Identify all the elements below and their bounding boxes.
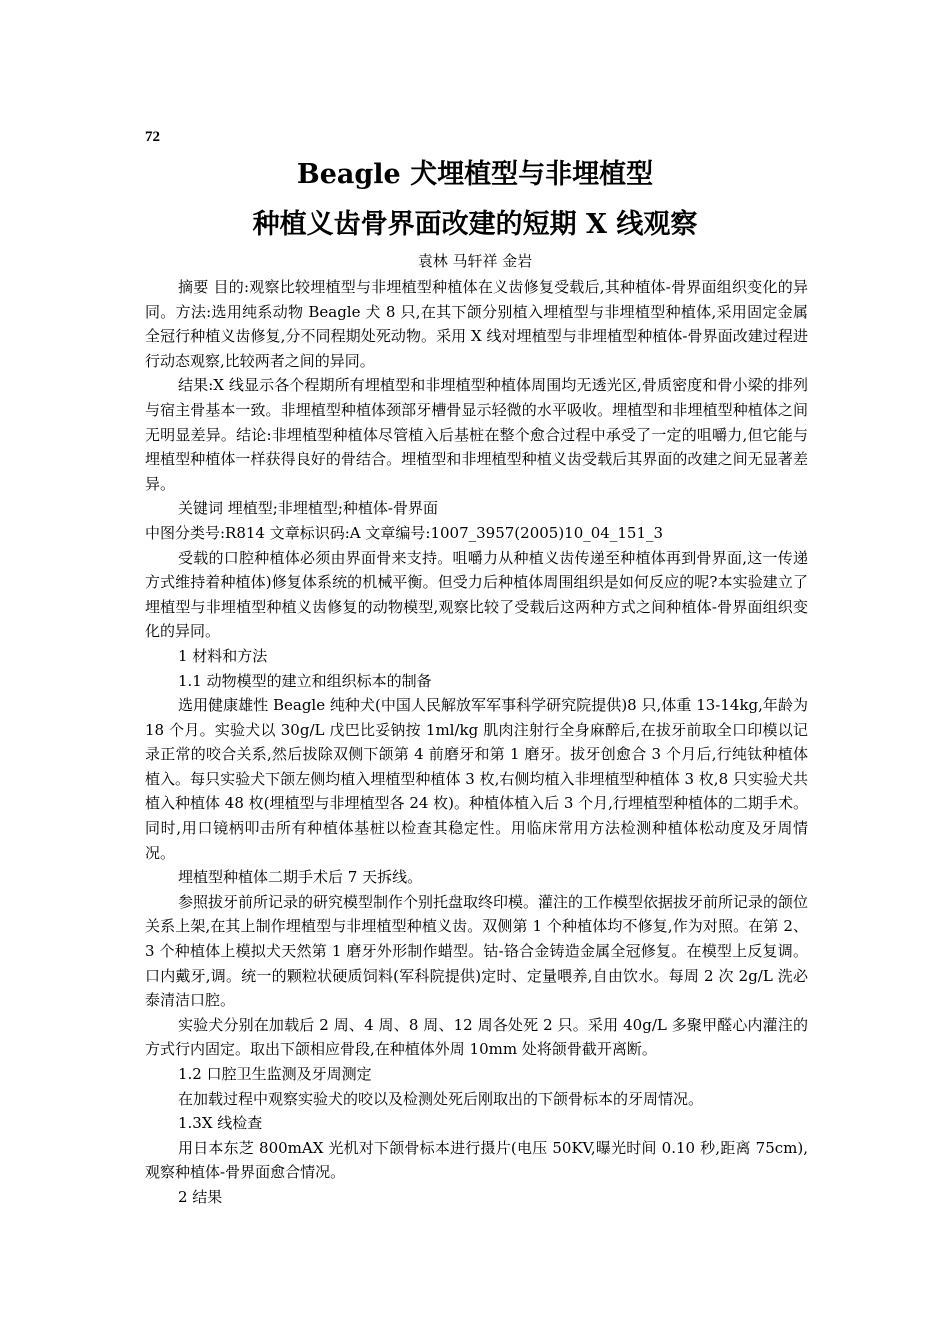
section-heading-methods: 1 材料和方法 (178, 646, 268, 665)
paragraph-animals: 选用健康雄性 Beagle 纯种犬(中国人民解放军军事科学研究院提供)8 只,体重 13-14kg,年龄为 18 个月。实验犬以 30g/L 戊巴比妥钠按 1ml/kg 肌肉注射行全身麻醉后,在拔牙前取全口印模以记录正常的咬合关系,然后拔除双侧下颌第 4 前磨牙和第 1 磨牙。拔牙创愈合 3 个月后,行纯钛种植体植入。每只实验犬下颌左侧均植入埋植型种植体 3 枚,右侧均植入非埋植型种植体 3 枚,8 只实验犬共植入种植体 48 枚(埋植型与非埋植型各 24 枚)。种植体植入后 3 个月,行埋植型种植体的二期手术。同时,用口镜柄叩击所有种植体基桩以检查其稳定性。用临床常用方法检测种植体松动度及牙周情况。 (145, 696, 808, 862)
authors: 袁林 马轩祥 金岩 (417, 252, 533, 270)
paragraph-prosthesis: 参照拔牙前所记录的研究模型制作个别托盘取终印模。灌注的工作模型依据拔牙前所记录的颌位关系上架,在其上制作埋植型与非埋植型种植义齿。双侧第 1 个种植体均不修复,作为对照。在第 2、3 个种植体上模拟犬天然第 1 磨牙外形制作蜡型。钴-铬合金铸造金属全冠修复。在模型上反复调。口内戴牙,调。统一的颗粒状硬质饲料(军科院提供)定时、定量喂养,自由饮水。每周 2 次 2g/L 洗必泰清洁口腔。 (145, 892, 809, 1010)
article-body (145, 275, 808, 1210)
section-heading-results: 2 结果 (178, 1187, 223, 1206)
paragraph-abstract-results: 结果:X 线显示各个程期所有埋植型和非埋植型种植体周围均无透光区,骨质密度和骨小梁的排列与宿主骨基本一致。非埋植型种植体颈部牙槽骨显示轻微的水平吸收。埋植型和非埋植型种植体之间无明显差异。结论:非埋植型种植体尽管植入后基桩在整个愈合过程中承受了一定的咀嚼力,但它能与埋植型种植体一样获得良好的骨结合。埋植型和非埋植型种植义齿受载后其界面的改建之间无显著差异。 (145, 376, 808, 493)
paragraph-abstract-objective: 摘要 目的:观察比较埋植型与非埋植型种植体在义齿修复受载后,其种植体-骨界面组织变化的异同。方法:选用纯系动物 Beagle 犬 8 只,在其下颌分别植入埋植型与非埋植型种植体,采用固定金属全冠行种植义齿修复,分不同程期处死动物。采用 X 线对埋植型与非埋植型种植体-骨界面改建过程进行动态观察,比较两者之间的异同。 (145, 278, 808, 370)
paragraph-classification: 中图分类号:R814 文章标识码:A 文章编号:1007_3957(2005)10_04_151_3 (145, 523, 664, 542)
subsection-heading-1-1: 1.1 动物模型的建立和组织标本的制备 (178, 671, 432, 690)
paragraph-sacrifice: 实验犬分别在加载后 2 周、4 周、8 周、12 周各处死 2 只。采用 40g/L 多聚甲醛心内灌注的方式行内固定。取出下颌相应骨段,在种植体外周 10mm 处将颌骨截开离断。 (145, 1015, 808, 1059)
page-number: 72 (145, 129, 160, 145)
paragraph-keywords: 关键词 埋植型;非埋植型;种植体-骨界面 (178, 499, 438, 518)
paragraph-hygiene: 在加载过程中观察实验犬的咬以及检测处死后刚取出的下颌骨标本的牙周情况。 (178, 1089, 704, 1108)
subsection-heading-1-2: 1.2 口腔卫生监测及牙周测定 (178, 1065, 372, 1083)
paragraph-suture-removal: 埋植型种植体二期手术后 7 天拆线。 (178, 868, 423, 887)
paragraph-introduction: 受载的口腔种植体必须由界面骨来支持。咀嚼力从种植义齿传递至种植体再到骨界面,这一传递方式维持着种植体)修复体系统的机械平衡。但受力后种植体周围组织是如何反应的呢?本实验建立了埋植型与非埋植型种植义齿修复的动物模型,观察比较了受载后这两种方式之间种植体-骨界面组织变化的异同。 (145, 548, 808, 641)
paragraph-xray: 用日本东芝 800mAX 光机对下颌骨标本进行摄片(电压 50KV,曝光时间 0.10 秒,距离 75cm),观察种植体-骨界面愈合情况。 (145, 1138, 808, 1182)
title-line-2: 种植义齿骨界面改建的短期 X 线观察 (252, 209, 698, 240)
subsection-heading-1-3: 1.3X 线检查 (178, 1114, 263, 1133)
title-line-1: Beagle 犬埋植型与非埋植型 (296, 159, 654, 190)
